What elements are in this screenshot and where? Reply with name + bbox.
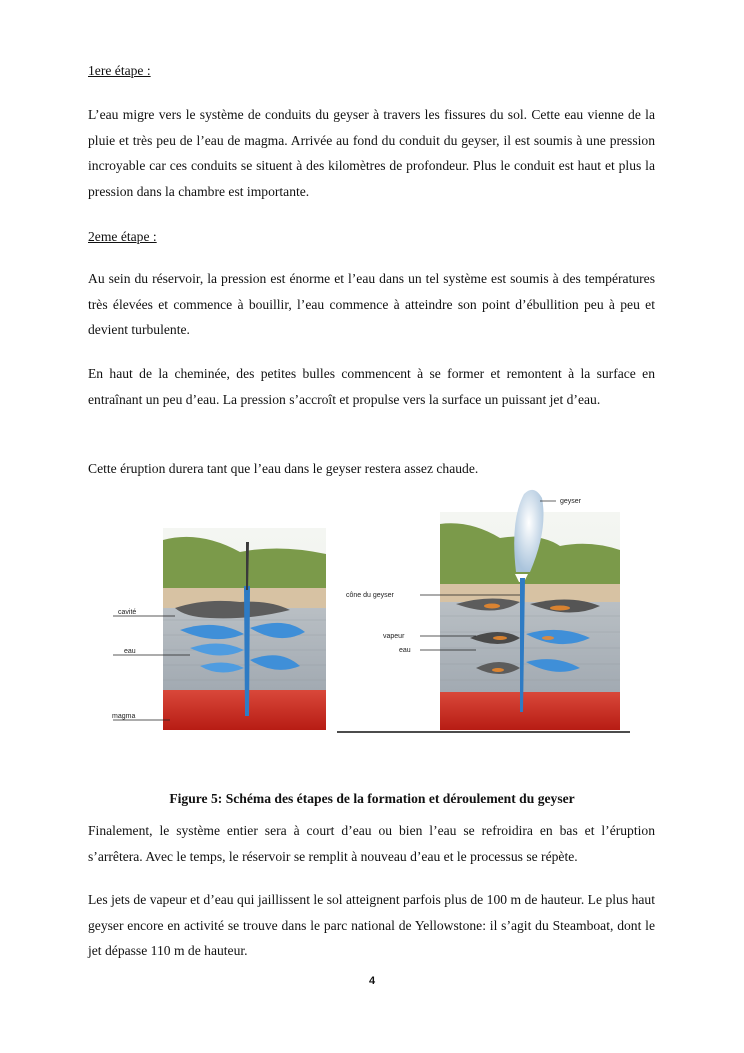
paragraph-chimney: En haut de la cheminée, des petites bulles commencent à se former et remontent à la surface en entraînant un peu d’eau. La pression s’accroît et propulse vers la surface un puissant jet d’eau. bbox=[88, 366, 655, 407]
heading-step-1: 1ere étape : bbox=[88, 63, 151, 78]
diagram-before-eruption bbox=[112, 528, 326, 730]
label-cavite: cavité bbox=[118, 609, 137, 616]
label-vapeur: vapeur bbox=[383, 633, 405, 640]
figure-caption: Figure 5: Schéma des étapes de la formation et déroulement du geyser bbox=[169, 791, 575, 806]
paragraph-conclusion: Finalement, le système entier sera à court d’eau ou bien l’eau se refroidira en bas et l’éruption s’arrêtera. Avec le temps, le réservoir se remplit à nouveau d’eau et le processus se répète. bbox=[88, 823, 655, 864]
label-geyser: geyser bbox=[560, 498, 582, 505]
geyser-figure bbox=[0, 480, 744, 750]
diagram-eruption bbox=[337, 490, 630, 732]
paragraph-eruption: Cette éruption durera tant que l’eau dans le geyser restera assez chaude. bbox=[88, 461, 479, 476]
label-eau-right: eau bbox=[399, 647, 411, 654]
heading-step-2: 2eme étape : bbox=[88, 229, 157, 244]
paragraph-reservoir: Au sein du réservoir, la pression est énorme et l’eau dans un tel système est soumis à des températures très élevées et commence à bouillir, l’eau commence à atteindre son point d’ébullition peu à peu et devient turbulente. bbox=[88, 271, 655, 337]
paragraph-step-1: L’eau migre vers le système de conduits du geyser à travers les fissures du sol. Cette eau vienne de la pluie et très peu de l’eau de magma. Arrivée au fond du conduit du geyser, il est soumis à une pression incroyable car ces conduits se situent à des kilomètres de profondeur. Plus le conduit est haut et plus la pression dans la chambre est importante. bbox=[88, 107, 655, 199]
page-number: 4 bbox=[368, 975, 376, 987]
label-eau-left: eau bbox=[124, 648, 136, 655]
label-magma: magma bbox=[112, 713, 136, 720]
paragraph-yellowstone: Les jets de vapeur et d’eau qui jaillissent le sol atteignent parfois plus de 100 m de hauteur. Le plus haut geyser encore en activité se trouve dans le parc national de Yellowstone: il s’agit du Steamboat, dont le jet dépasse 110 m de hauteur. bbox=[88, 892, 655, 958]
label-cone-du-geyser: cône du geyser bbox=[346, 592, 394, 599]
